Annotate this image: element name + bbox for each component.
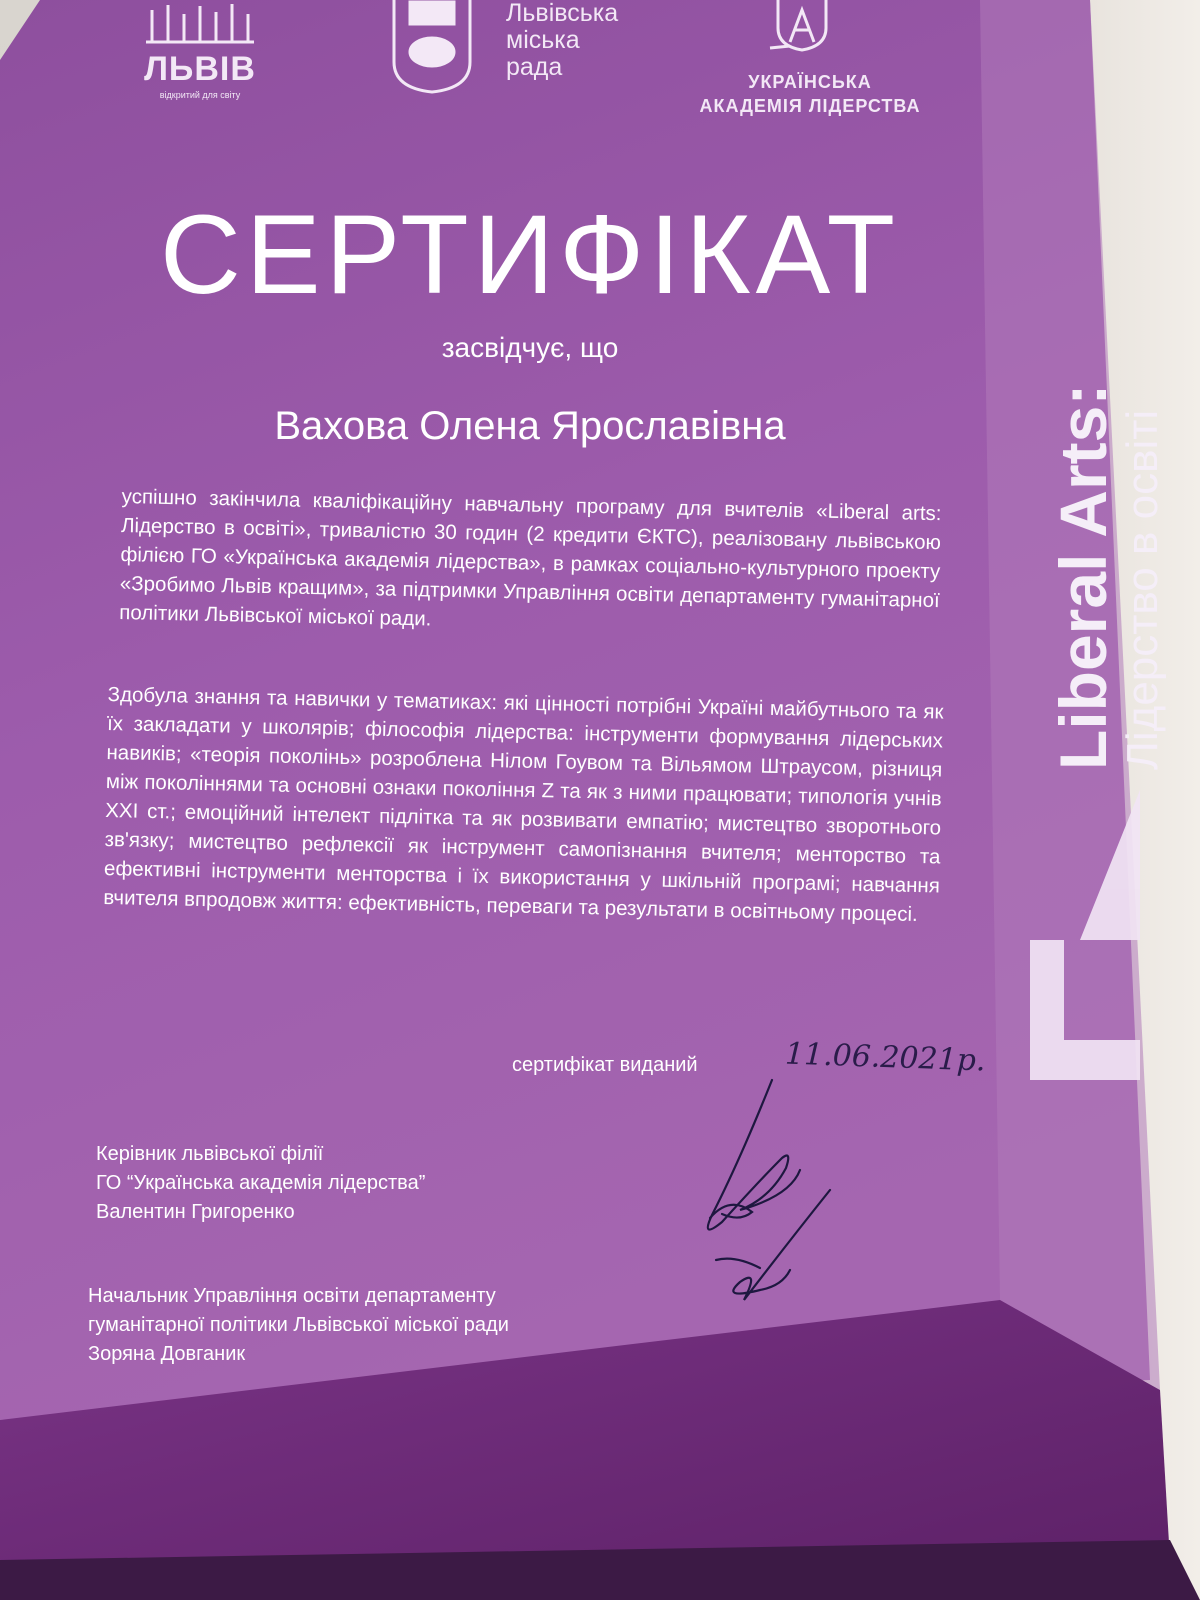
lviv-logo-word: ЛЬВІВ [144, 50, 256, 88]
signatory-1-name: Валентин Григоренко [96, 1201, 295, 1223]
issued-date: 11.06.2021р. [784, 1036, 987, 1079]
city-council-logo [398, 0, 658, 100]
topics-description: Здобула знання та навички у тематиках: які цінності потрібні Україні майбутнього та як їх закладати у школярів; філософія лідерства: інструменти формування лідерських навиків; «теорія поколінь» розроблена Нілом Гоувом та Вільямом Штраусом, різниця між поколіннями та основні ознаки покоління Z та як з ними працювати; типологія учнів XXI ст.; емоційний інтелект підлітка та як розвивати емпатію; мистецтво зворотнього зв'язку; мистецтво рефлексії як інструмент самопізнання вчителя; менторство та ефективні інструменти менторства і їх використання у шкільній програмі; навчання вчителя впродовж життя: ефективність, переваги та результати в освітньому процесі. [103, 682, 944, 927]
signatory-1 [96, 1140, 425, 1227]
lviv-logo [140, 0, 260, 100]
side-banner-title [1045, 384, 1121, 770]
signatory-2 [88, 1282, 509, 1369]
certificate-title: СЕРТИФІКАТ [159, 192, 901, 317]
issued-label: сертифікат виданий [512, 1054, 698, 1076]
certifies-text: засвідчує, що [441, 332, 619, 363]
side-banner-title-text: Liberal Arts: [1046, 383, 1120, 770]
side-banner-subtitle: Лідерство в освіті [1118, 409, 1167, 770]
academy-logo [680, 0, 940, 120]
recipient-name: Вахова Олена Ярославівна [274, 404, 786, 448]
program-description: успішно закінчила кваліфікаційну навчальну програму для вчителів «Liberal arts: Лідерство в освіті», тривалістю 30 годин (2 кредити ЄКТС), реалізовану львівською філією ГО «Українська академія лідерства», в рамках соціально-культурного проекту «Зробимо Львів кращим», за підтримки Управління освіти департаменту гуманітарної політики Львівської міської ради. [119, 484, 942, 631]
signatory-2-title: Начальник Управління освіти департаменту гуманітарної політики Львівської міської ради [88, 1285, 509, 1336]
academy-name: УКРАЇНСЬКА АКАДЕМІЯ ЛІДЕРСТВА [699, 72, 921, 116]
lviv-logo-tagline: відкритий для світу [159, 90, 241, 100]
signatory-2-name: Зоряна Довганик [88, 1343, 246, 1365]
signatory-1-title: Керівник львівської філії ГО “Українська академія лідерства” [96, 1143, 426, 1194]
city-council-name: Львівська міська рада [506, 0, 619, 81]
